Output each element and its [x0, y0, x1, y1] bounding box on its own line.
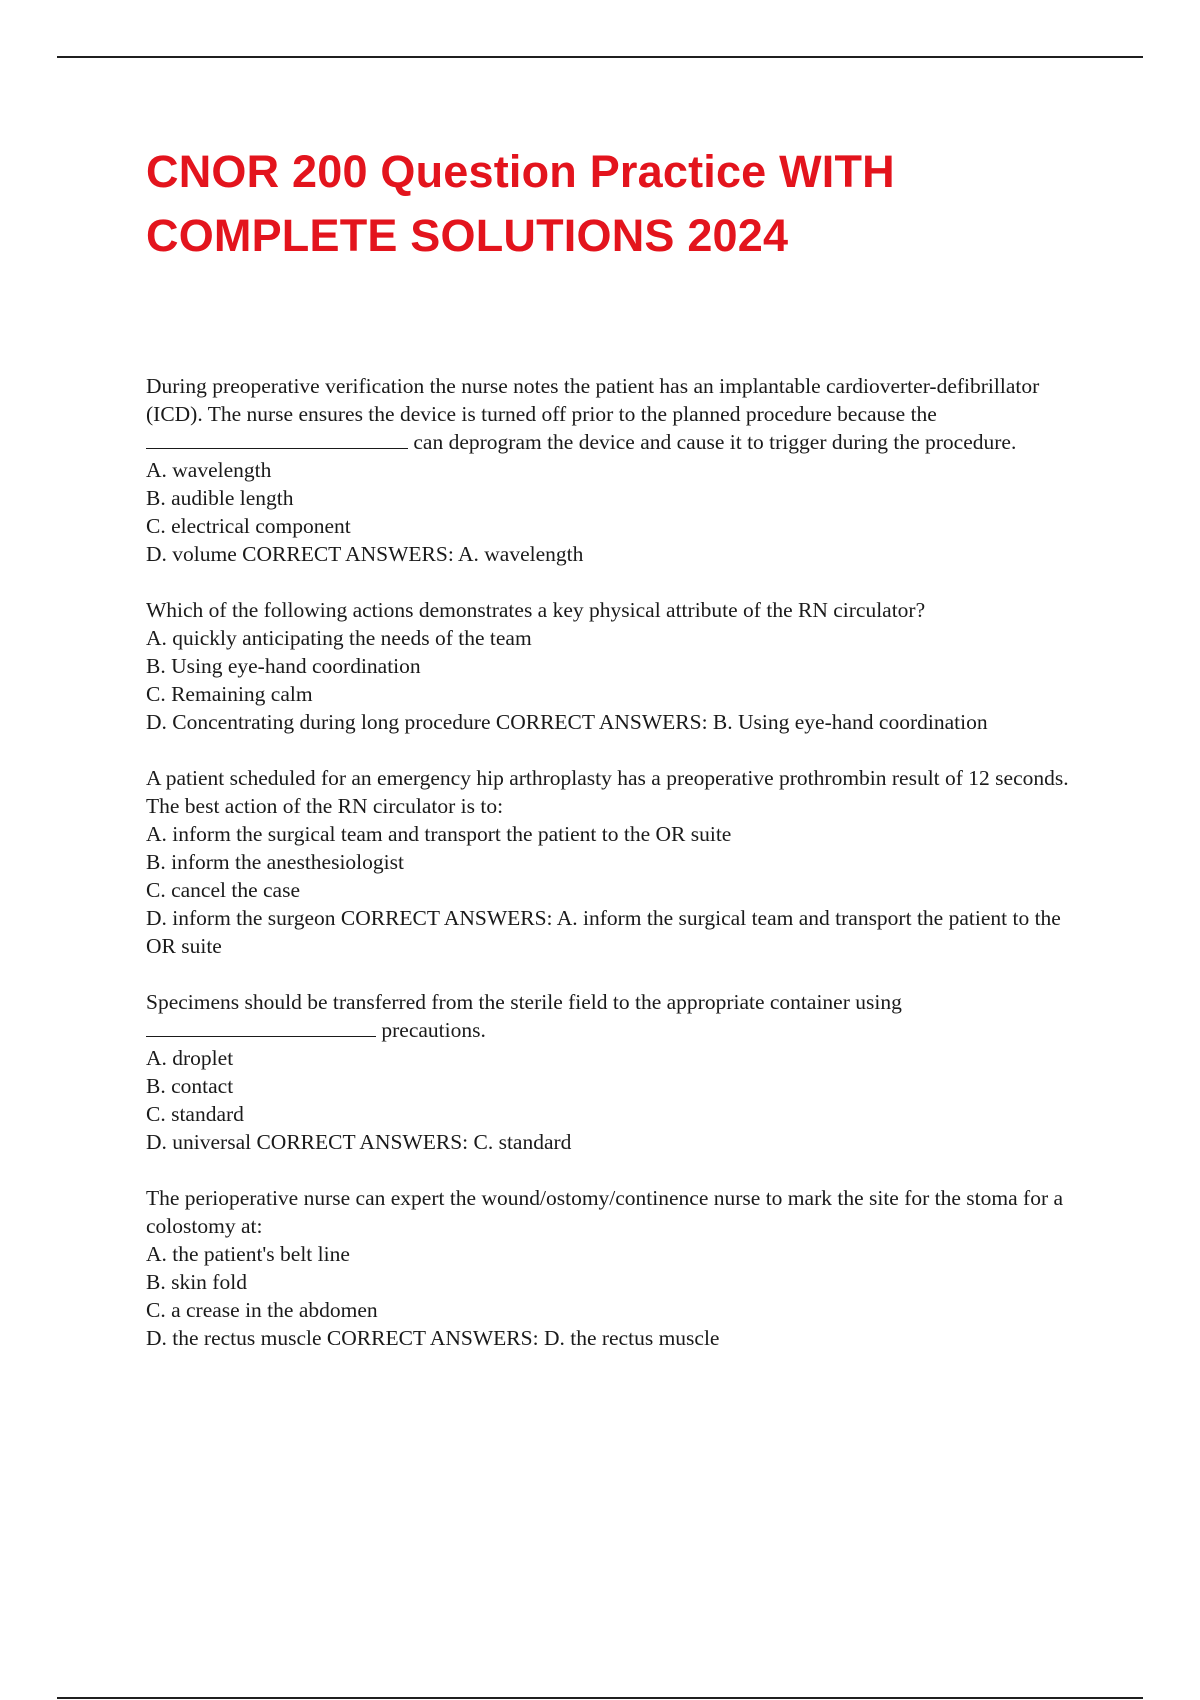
- question-5: [146, 1184, 1091, 1352]
- question-stem: Which of the following actions demonstrates a key physical attribute of the RN circulator?: [146, 598, 926, 622]
- stem-text-after: can deprogram the device and cause it to trigger during the procedure.: [413, 430, 1017, 454]
- question-3: [146, 764, 1091, 960]
- answer-blank: [146, 1018, 376, 1037]
- question-4: [146, 988, 1091, 1156]
- question-2: [146, 596, 1091, 736]
- option-d-with-answer: D. universal CORRECT ANSWERS: C. standard: [146, 1130, 572, 1154]
- question-list: [146, 372, 1091, 1380]
- top-rule: [57, 56, 1143, 58]
- option-c: C. electrical component: [146, 514, 351, 538]
- option-b: B. skin fold: [146, 1270, 247, 1294]
- option-a: A. droplet: [146, 1046, 234, 1070]
- question-1: [146, 372, 1091, 568]
- title-line-1: CNOR 200 Question Practice WITH: [146, 146, 895, 197]
- question-stem: The perioperative nurse can expert the wound/ostomy/continence nurse to mark the site for the stoma for a colostomy at:: [146, 1186, 1064, 1238]
- option-a: A. quickly anticipating the needs of the team: [146, 626, 532, 650]
- option-d-with-answer: D. inform the surgeon CORRECT ANSWERS: A. inform the surgical team and transport the patient to the OR suite: [146, 906, 1061, 958]
- title-line-2: COMPLETE SOLUTIONS 2024: [146, 210, 789, 261]
- option-d-with-answer: D. Concentrating during long procedure CORRECT ANSWERS: B. Using eye-hand coordination: [146, 710, 988, 734]
- option-c: C. Remaining calm: [146, 682, 313, 706]
- option-a: A. wavelength: [146, 458, 272, 482]
- answer-blank: [146, 430, 408, 449]
- bottom-rule: [57, 1697, 1143, 1699]
- stem-text-after: precautions.: [381, 1018, 486, 1042]
- stem-text: During preoperative verification the nurse notes the patient has an implantable cardioverter-defibrillator (ICD). The nurse ensures the device is turned off prior to the planned procedure because the: [146, 374, 1040, 426]
- question-stem: [146, 372, 1091, 456]
- option-d-with-answer: D. the rectus muscle CORRECT ANSWERS: D. the rectus muscle: [146, 1326, 720, 1350]
- option-a: A. inform the surgical team and transport the patient to the OR suite: [146, 822, 732, 846]
- option-b: B. contact: [146, 1074, 234, 1098]
- option-c: C. standard: [146, 1102, 244, 1126]
- option-b: B. Using eye-hand coordination: [146, 654, 421, 678]
- option-c: C. a crease in the abdomen: [146, 1298, 378, 1322]
- option-b: B. inform the anesthesiologist: [146, 850, 404, 874]
- option-a: A. the patient's belt line: [146, 1242, 350, 1266]
- document-title: [146, 140, 1106, 268]
- option-b: B. audible length: [146, 486, 294, 510]
- stem-text: Specimens should be transferred from the sterile field to the appropriate container using: [146, 990, 902, 1014]
- question-stem: [146, 988, 1091, 1044]
- option-d-with-answer: D. volume CORRECT ANSWERS: A. wavelength: [146, 542, 584, 566]
- option-c: C. cancel the case: [146, 878, 300, 902]
- question-stem: A patient scheduled for an emergency hip arthroplasty has a preoperative prothrombin result of 12 seconds. The best action of the RN circulator is to:: [146, 766, 1069, 818]
